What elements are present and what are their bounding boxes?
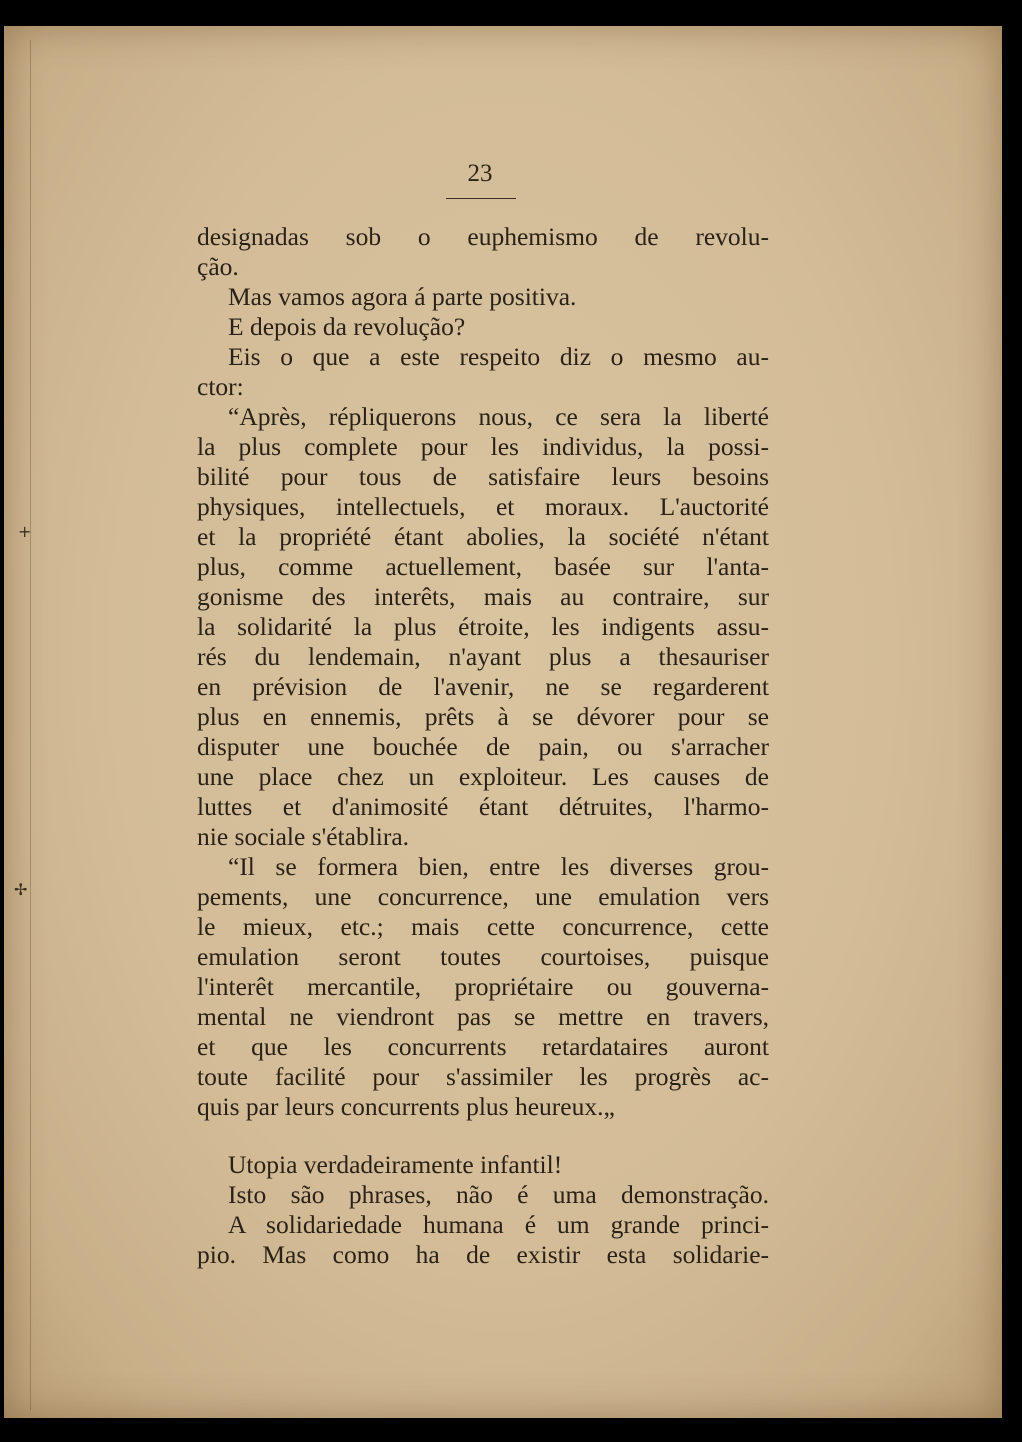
text-line: nie sociale s'établira. <box>197 822 410 851</box>
text-line: Utopia verdadeiramente infantil! <box>228 1150 563 1179</box>
text-line: une place chez un exploiteur. Les causes de <box>197 762 769 791</box>
text-line: Eis o que a este respeito diz o mesmo au- <box>228 342 769 371</box>
text-line: la plus complete pour les individus, la possi- <box>197 432 769 461</box>
text-line: rés du lendemain, n'ayant plus a thesauriser <box>197 642 769 671</box>
binding-mark-icon: + <box>18 522 32 541</box>
text-line: quis par leurs concurrents plus heureux.„ <box>197 1092 615 1121</box>
binding-mark-icon: ✢ <box>14 880 28 899</box>
blank-line <box>197 1122 769 1150</box>
text-line: A solidariedade humana é um grande princi- <box>228 1210 769 1239</box>
text-line: bilité pour tous de satisfaire leurs besoins <box>197 462 769 491</box>
text-line: l'interêt mercantile, propriétaire ou gouverna- <box>197 972 769 1001</box>
text-line: “Il se formera bien, entre les diverses grou- <box>228 852 769 881</box>
text-line: la solidarité la plus étroite, les indigents assu- <box>197 612 769 641</box>
text-line: physiques, intellectuels, et moraux. L'auctorité <box>197 492 769 521</box>
text-line: designadas sob o euphemismo de revolu- <box>197 222 769 251</box>
text-line: ção. <box>197 252 239 281</box>
text-line: “Après, répliquerons nous, ce sera la liberté <box>228 402 769 431</box>
text-line: toute facilité pour s'assimiler les progrès ac- <box>197 1062 769 1091</box>
text-line: et que les concurrents retardataires auront <box>197 1032 769 1061</box>
page-number: 23 <box>467 160 493 187</box>
text-line: emulation seront toutes courtoises, puisque <box>197 942 769 971</box>
text-line: plus, comme actuellement, basée sur l'anta- <box>197 552 769 581</box>
text-line: pements, une concurrence, une emulation vers <box>197 882 769 911</box>
page-number-rule <box>446 198 516 199</box>
text-line: disputer une bouchée de pain, ou s'arracher <box>197 732 769 761</box>
body-text <box>197 222 769 1270</box>
text-line: le mieux, etc.; mais cette concurrence, cette <box>197 912 769 941</box>
text-line: mental ne viendront pas se mettre en travers, <box>197 1002 769 1031</box>
text-line: gonisme des interêts, mais au contraire, sur <box>197 582 769 611</box>
text-line: Isto são phrases, não é uma demonstração. <box>228 1180 769 1209</box>
text-line: plus en ennemis, prêts à se dévorer pour se <box>197 702 769 731</box>
text-line: en prévision de l'avenir, ne se regarderent <box>197 672 769 701</box>
text-line: et la propriété étant abolies, la société n'étant <box>197 522 769 551</box>
text-line: luttes et d'animosité étant détruites, l'harmo- <box>197 792 769 821</box>
text-line: Mas vamos agora á parte positiva. <box>228 282 577 311</box>
text-line: E depois da revolução? <box>228 312 466 341</box>
page-fold-line <box>30 40 31 1410</box>
text-line: ctor: <box>197 372 244 401</box>
text-line: pio. Mas como ha de existir esta solidarie- <box>197 1240 769 1269</box>
